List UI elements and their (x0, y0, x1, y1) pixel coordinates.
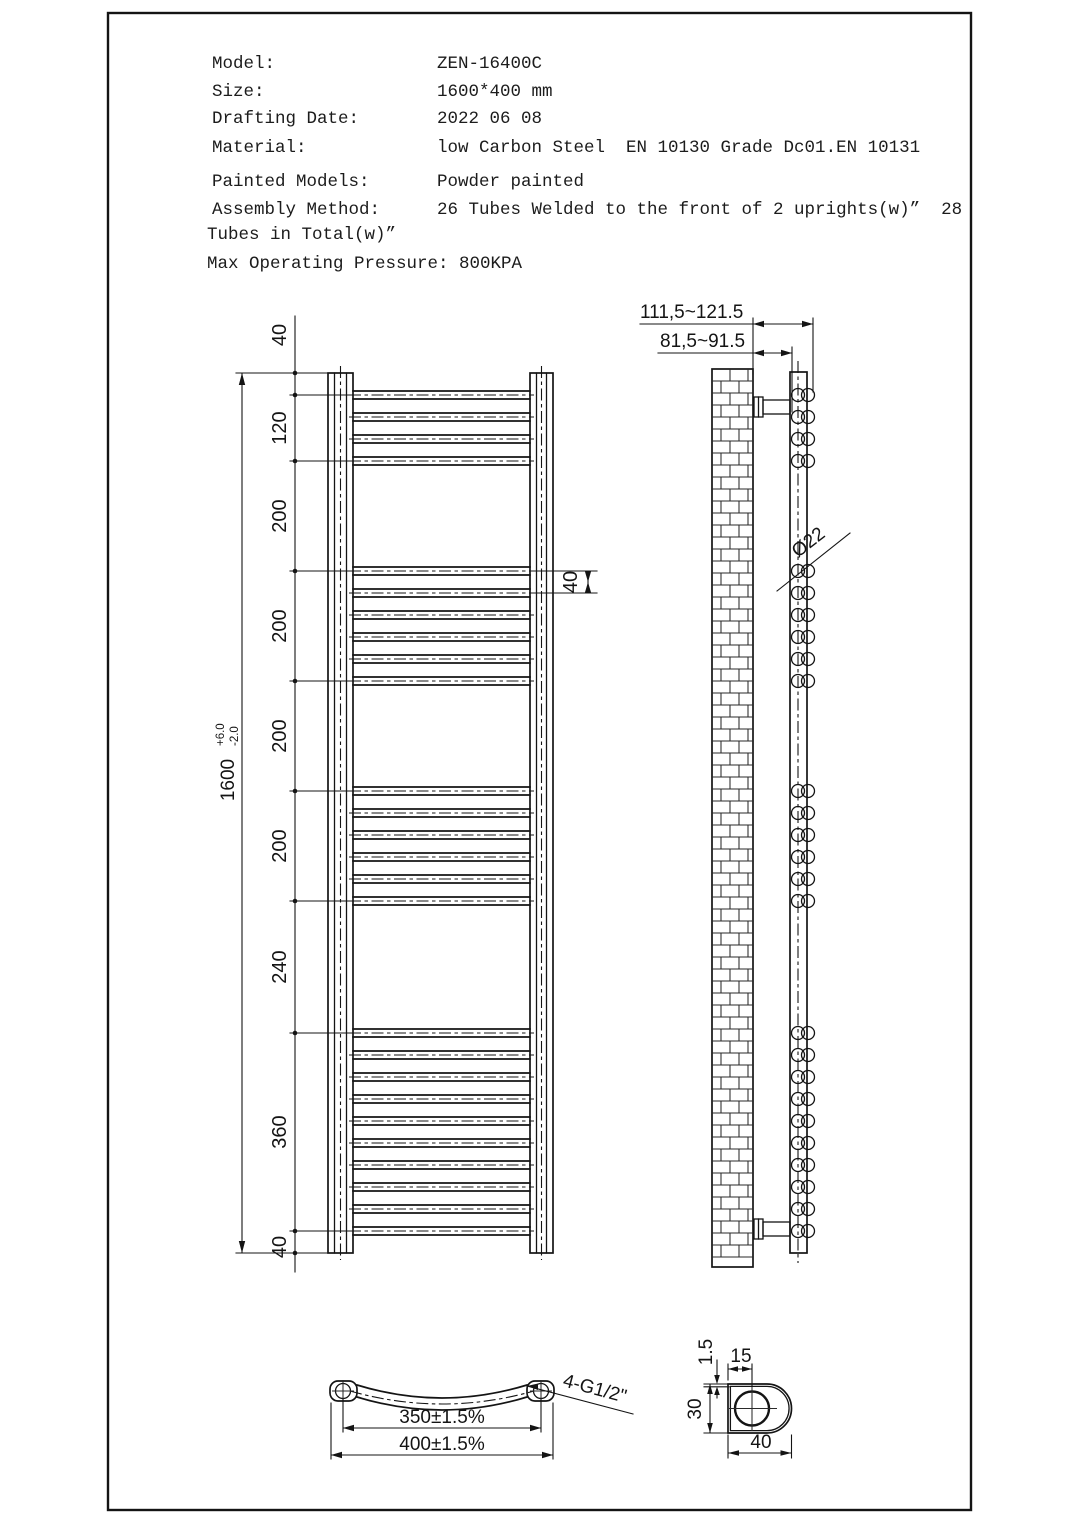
top-wall-bracket (754, 397, 790, 417)
spec-label: Model: (212, 54, 276, 74)
chain-dim-label: 200 (269, 829, 291, 863)
arrowhead (239, 1241, 245, 1253)
chain-dim-label: 40 (269, 1235, 291, 1259)
arrowhead (753, 350, 764, 356)
arrowhead (585, 571, 591, 582)
arrowhead (714, 1387, 720, 1395)
overall-dim-label-group (215, 723, 241, 801)
profile-height-label: 30 (685, 1398, 706, 1420)
wall-distance-outer-label: 111,5~121.5 (640, 302, 744, 323)
wall-outline (712, 369, 753, 1267)
spec-label: Size: (212, 82, 265, 102)
spec-value: 26 Tubes Welded to the front of 2 uprights(w)” 28 (437, 200, 963, 220)
chain-dim-tick (293, 1251, 298, 1256)
side-tube-sections (792, 389, 815, 1238)
chain-dim-label: 200 (269, 719, 291, 753)
arrowhead (530, 1425, 541, 1431)
tube-diameter-label: Ø22 (787, 523, 830, 562)
arrowhead (728, 1366, 738, 1372)
arrowhead (781, 350, 792, 356)
chain-dim-label: 40 (269, 323, 291, 347)
arrowhead (707, 1423, 713, 1433)
chain-dim-label: 360 (269, 1115, 291, 1149)
spec-label: Material: (212, 138, 307, 158)
spec-pressure-line: Max Operating Pressure: 800KPA (207, 254, 523, 274)
hole-offset-label: 15 (730, 1346, 752, 1367)
centers-dim-label: 350±1.5% (399, 1407, 485, 1428)
bottom-view (330, 1371, 633, 1459)
arrowhead (742, 1366, 752, 1372)
profile-width-label: 40 (750, 1432, 772, 1453)
front-view (215, 316, 597, 1272)
brick-hatch (712, 369, 753, 1257)
chain-dim-tick (293, 371, 298, 376)
spec-value: ZEN-16400C (437, 54, 543, 74)
front-tubes-centerlines (349, 395, 534, 1231)
hole-offset-dim-lines (728, 1364, 752, 1386)
arrowhead (714, 1375, 720, 1384)
side-view (640, 302, 850, 1267)
spec-value: low Carbon Steel EN 10130 Grade Dc01.EN 10131 (437, 138, 921, 158)
wall-thickness-label: 1.5 (696, 1338, 717, 1366)
spec-label: Drafting Date: (212, 109, 360, 129)
chain-dim-label: 200 (269, 609, 291, 643)
spec-wrap-line: Tubes in Total(w)” (207, 225, 397, 245)
arrowhead (802, 321, 813, 327)
arrowhead (343, 1425, 354, 1431)
chain-dim-label: 200 (269, 499, 291, 533)
tolerance-plus: +6.0 (215, 723, 227, 746)
arrowhead (707, 1384, 713, 1394)
arrowhead (331, 1452, 342, 1458)
thread-label: 4-G1/2" (560, 1370, 629, 1408)
detail-view (685, 1339, 792, 1458)
bottom-wall-bracket (754, 1219, 790, 1239)
chain-dim-label: 120 (269, 411, 291, 445)
spec-value: Powder painted (437, 172, 585, 192)
pitch-dim-label: 40 (560, 570, 582, 594)
spec-label: Painted Models: (212, 172, 370, 192)
chain-dim-label: 240 (269, 950, 291, 984)
arrowhead (542, 1452, 553, 1458)
arrowhead (239, 373, 245, 385)
arrowhead (728, 1450, 739, 1456)
arrowhead (781, 1450, 792, 1456)
spec-header (207, 54, 962, 274)
chain-dim-labels (269, 324, 291, 1258)
wall-distance-inner-label: 81,5~91.5 (660, 331, 746, 352)
tolerance-minus: -2.0 (229, 726, 241, 746)
overall-width-dim-label: 400±1.5% (399, 1434, 485, 1455)
spec-value: 2022 06 08 (437, 109, 543, 129)
spec-label: Assembly Method: (212, 200, 381, 220)
spec-value: 1600*400 mm (437, 82, 553, 102)
arrowhead (585, 582, 591, 593)
overall-dim-label: 1600 (218, 758, 239, 802)
arrowhead (753, 321, 764, 327)
